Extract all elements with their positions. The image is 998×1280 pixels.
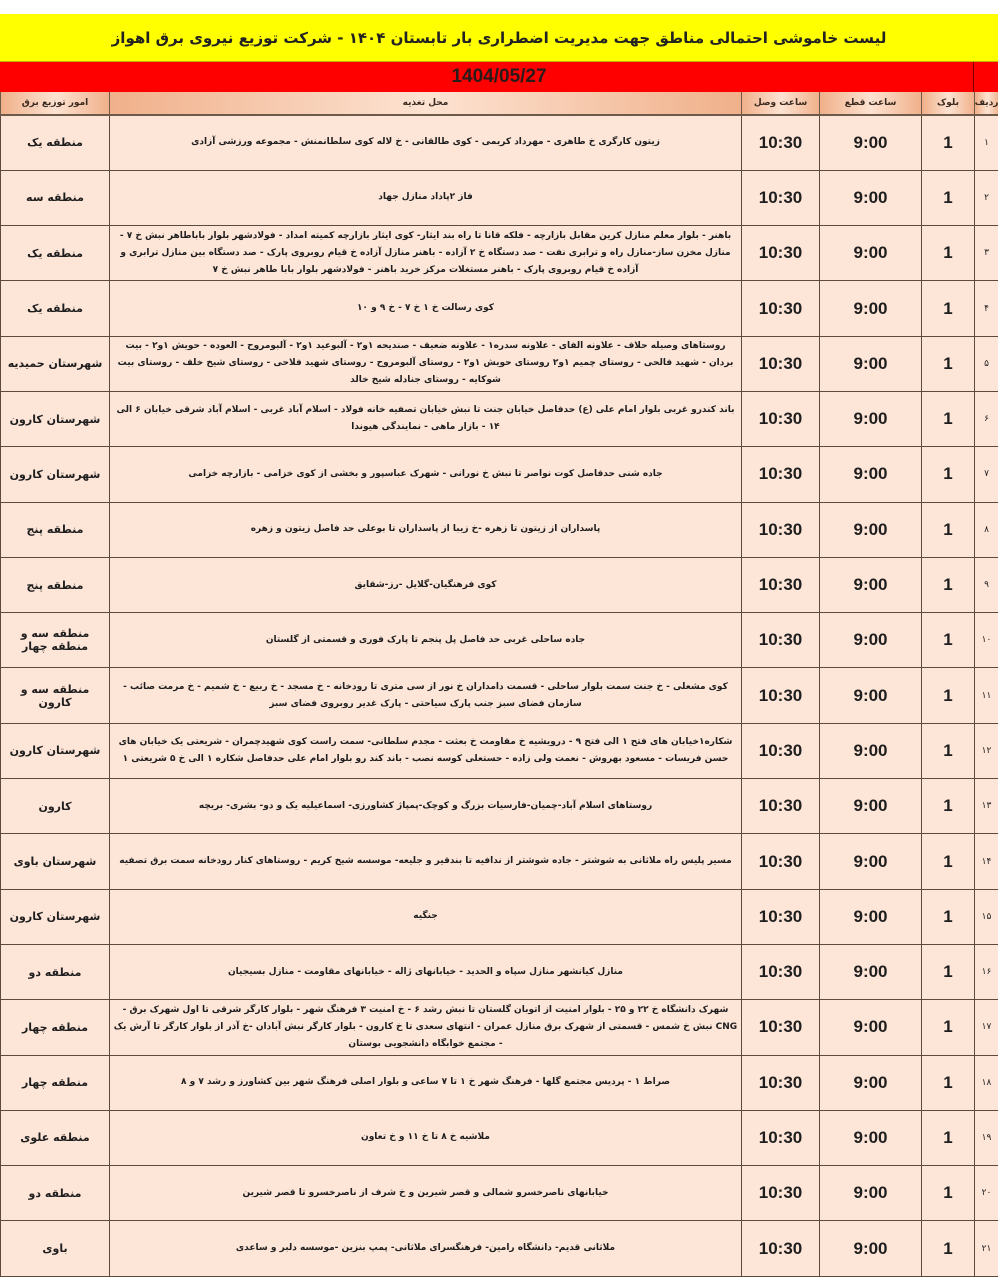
outage-table <box>0 92 998 1277</box>
location-cell: باهنر - بلوار معلم منازل کرین مقابل بازارچه - فلکه قانا تا راه بند ایثار- کوی ایثار بازارچه کمیته امداد - فولادشهر بلوار باباطاهر نبش خ ۷ - منازل مخزن ساز-منازل راه و ترابری نفت - صد دستگاه خ ۲ آزاده - باهنر منازل آزاده خ قیام روبروی پارک - صد دستگاه بین منازل ترابری و آزاده خ قیام روبروی پارک - باهنر مستغلات مرکز خرید باهنر - فولادشهر بلوار بابا طاهر نبش خ ۷ <box>110 226 742 281</box>
row-number: ۵ <box>975 336 998 391</box>
table-row <box>1 1000 998 1055</box>
connect-time-cell: 10:30 <box>742 944 820 999</box>
connect-time-cell: 10:30 <box>742 336 820 391</box>
block-cell: 1 <box>922 613 975 668</box>
table-row <box>1 391 998 446</box>
table-row <box>1 834 998 889</box>
block-cell: 1 <box>922 723 975 778</box>
column-header-area: امور توزیع برق <box>1 92 110 115</box>
row-number: ۳ <box>975 226 998 281</box>
cut-time-cell: 9:00 <box>820 115 922 170</box>
connect-time-cell: 10:30 <box>742 779 820 834</box>
location-cell: شکاره۱خیابان های فتح ۱ الی فتح ۹ - درویشیه خ مقاومت خ بعثت - مجدم سلطانی- سمت راست کوی شهیدچمران - شریعتی یک خیابان های حسن فریسات - مسعود بهروش - نعمت ولی زاده - حستعلی کوسه نصب - باند کند رو بلوار امام علی حدفاصل شکاره ۱ الی خ ۵ شریعتی ۱ <box>110 723 742 778</box>
block-cell: 1 <box>922 502 975 557</box>
table-row <box>1 944 998 999</box>
block-cell: 1 <box>922 779 975 834</box>
area-cell: منطقه یک <box>1 115 110 170</box>
row-number: ۹ <box>975 557 998 612</box>
table-row <box>1 226 998 281</box>
block-cell: 1 <box>922 944 975 999</box>
location-cell: پاسداران از زیتون تا زهره -خ زیبا از پاسداران تا بوعلی حد فاصل زیتون و زهره <box>110 502 742 557</box>
connect-time-cell: 10:30 <box>742 1221 820 1276</box>
connect-time-cell: 10:30 <box>742 1110 820 1165</box>
table-row <box>1 1055 998 1110</box>
row-number: ۱۹ <box>975 1110 998 1165</box>
location-cell: خیابانهای ناصرخسرو شمالی و قصر شیرین و خ شرف از ناصرخسرو تا قصر شیرین <box>110 1166 742 1221</box>
row-number: ۱۸ <box>975 1055 998 1110</box>
connect-time-cell: 10:30 <box>742 613 820 668</box>
cut-time-cell: 9:00 <box>820 1166 922 1221</box>
block-cell: 1 <box>922 668 975 723</box>
area-cell: منطقه دو <box>1 944 110 999</box>
cut-time-cell: 9:00 <box>820 613 922 668</box>
cut-time-cell: 9:00 <box>820 336 922 391</box>
cut-time-cell: 9:00 <box>820 170 922 225</box>
area-cell: شهرستان کارون <box>1 391 110 446</box>
block-cell: 1 <box>922 226 975 281</box>
connect-time-cell: 10:30 <box>742 447 820 502</box>
area-cell: منطقه چهار <box>1 1055 110 1110</box>
row-number: ۱۲ <box>975 723 998 778</box>
block-cell: 1 <box>922 1055 975 1110</box>
row-number: ۱۳ <box>975 779 998 834</box>
column-header-block: بلوک <box>922 92 975 115</box>
location-cell: باند کندرو غربی بلوار امام علی (ع) حدفاصل خیابان جنت تا نبش خیابان تصفیه خانه فولاد - اسلام آباد غربی - اسلام آباد شرقی خیابان ۶ الی ۱۴ - بازار ماهی - نمایندگی هیوندا <box>110 391 742 446</box>
area-cell: شهرستان کارون <box>1 723 110 778</box>
table-row <box>1 170 998 225</box>
row-number: ۲۱ <box>975 1221 998 1276</box>
cut-time-cell: 9:00 <box>820 281 922 336</box>
block-cell: 1 <box>922 115 975 170</box>
cut-time-cell: 9:00 <box>820 1055 922 1110</box>
area-cell: منطقه پنج <box>1 557 110 612</box>
block-cell: 1 <box>922 1110 975 1165</box>
connect-time-cell: 10:30 <box>742 281 820 336</box>
area-cell: باوی <box>1 1221 110 1276</box>
top-margin <box>0 0 998 14</box>
table-row <box>1 115 998 170</box>
area-cell: شهرستان کارون <box>1 889 110 944</box>
location-cell: مسیر پلیس راه ملاثانی به شوشتر - جاده شوشتر از ندافیه تا بندقیر و جلیعه- موسسه شیخ کریم - روستاهای کنار رودخانه سمت برق تصفیه <box>110 834 742 889</box>
table-row <box>1 668 998 723</box>
block-cell: 1 <box>922 281 975 336</box>
cut-time-cell: 9:00 <box>820 447 922 502</box>
table-row <box>1 1166 998 1221</box>
block-cell: 1 <box>922 1166 975 1221</box>
row-number: ۱۱ <box>975 668 998 723</box>
cut-time-cell: 9:00 <box>820 944 922 999</box>
row-number: ۴ <box>975 281 998 336</box>
table-header-row <box>1 92 998 115</box>
location-cell: ملاثانی قدیم- دانشگاه رامین- فرهنگسرای ملاثانی- پمپ بنزین -موسسه دلبر و ساعدی <box>110 1221 742 1276</box>
table-row <box>1 779 998 834</box>
connect-time-cell: 10:30 <box>742 502 820 557</box>
connect-time-cell: 10:30 <box>742 834 820 889</box>
location-cell: روستاهای اسلام آباد-چمیان-فارسیات بزرگ و کوچک-پمپاژ کشاورزی- اسماعیلیه یک و دو- بشری- بریچه <box>110 779 742 834</box>
location-cell: کوی رسالت خ ۱ خ ۷ - خ ۹ و ۱۰ <box>110 281 742 336</box>
row-number: ۲ <box>975 170 998 225</box>
cut-time-cell: 9:00 <box>820 557 922 612</box>
area-cell: منطقه چهار <box>1 1000 110 1055</box>
location-cell: شهرک دانشگاه خ ۲۲ و ۲۵ - بلوار امنیت از اتوبان گلستان تا نبش رشد ۶ - خ امنیت ۳ فرهنگ شهر - بلوار کارگر شرقی تا اول شهرک برق - CNG نبش خ شمس - قسمتی از شهرک برق منازل عمران - انتهای سعدی تا خ کارون - بلوار کارگر نبش آبادان -خ آذر از بلوار کارگر تا آرش یک - مجتمع خوابگاه دانشجویی بوستان <box>110 1000 742 1055</box>
connect-time-cell: 10:30 <box>742 889 820 944</box>
location-cell: جنگیه <box>110 889 742 944</box>
table-row <box>1 613 998 668</box>
row-number: ۲۰ <box>975 1166 998 1221</box>
location-cell: منازل کیانشهر منازل سپاه و الحدید - خیابانهای ژاله - خیابانهای مقاومت - منازل بسیجیان <box>110 944 742 999</box>
connect-time-cell: 10:30 <box>742 391 820 446</box>
title-band <box>0 14 998 62</box>
cut-time-cell: 9:00 <box>820 1110 922 1165</box>
cut-time-cell: 9:00 <box>820 779 922 834</box>
area-cell: منطقه دو <box>1 1166 110 1221</box>
cut-time-cell: 9:00 <box>820 723 922 778</box>
row-number: ۸ <box>975 502 998 557</box>
row-number: ۶ <box>975 391 998 446</box>
area-cell: منطقه سه و کارون <box>1 668 110 723</box>
table-row <box>1 1221 998 1276</box>
block-cell: 1 <box>922 447 975 502</box>
connect-time-cell: 10:30 <box>742 1055 820 1110</box>
location-cell: فاز ۲پاداد منازل جهاد <box>110 170 742 225</box>
row-number: ۱۷ <box>975 1000 998 1055</box>
page-title: لیست خاموشی احتمالی مناطق جهت مدیریت اضطراری بار تابستان ۱۴۰۴ - شرکت توزیع نیروی برق اهواز <box>111 28 887 47</box>
row-number: ۱ <box>975 115 998 170</box>
column-header-connect-time: ساعت وصل <box>742 92 820 115</box>
block-cell: 1 <box>922 834 975 889</box>
area-cell: کارون <box>1 779 110 834</box>
date-band-corner-cell <box>973 62 998 92</box>
location-cell: جاده شنی حدفاصل کوت نواصر تا نبش خ نورانی - شهرک عباسپور و بخشی از کوی خزامی - بازارچه خزامی <box>110 447 742 502</box>
location-cell: روستاهای وصیله حلاف - علاونه الفای - علاونه سدره۱ - علاونه ضعیف - صندیحه ۱و۲ - آلبوعید ۱و۲ - آلبومروح - العوده - حویش ۱و۲ - بیت بردان - شهید فالحی - روستای چمیم ۱و۲ روستای حویش ۱و۲ - روستای آلبومروح - روستای شهید فلاحی - روستای شیخ خلف - روستای بیت شوکایه - روستای جنادله شیخ خالد <box>110 336 742 391</box>
area-cell: منطقه یک <box>1 226 110 281</box>
cut-time-cell: 9:00 <box>820 1221 922 1276</box>
schedule-date: 1404/05/27 <box>451 66 547 87</box>
row-number: ۱۵ <box>975 889 998 944</box>
column-header-radif: ردیف <box>975 92 998 115</box>
connect-time-cell: 10:30 <box>742 1000 820 1055</box>
block-cell: 1 <box>922 889 975 944</box>
block-cell: 1 <box>922 1221 975 1276</box>
area-cell: منطقه سه <box>1 170 110 225</box>
table-row <box>1 889 998 944</box>
area-cell: منطقه یک <box>1 281 110 336</box>
connect-time-cell: 10:30 <box>742 1166 820 1221</box>
table-row <box>1 723 998 778</box>
area-cell: منطقه سه و منطقه چهار <box>1 613 110 668</box>
column-header-cut-time: ساعت قطع <box>820 92 922 115</box>
connect-time-cell: 10:30 <box>742 226 820 281</box>
area-cell: شهرستان حمیدیه <box>1 336 110 391</box>
table-row <box>1 281 998 336</box>
block-cell: 1 <box>922 391 975 446</box>
row-number: ۷ <box>975 447 998 502</box>
area-cell: منطقه پنج <box>1 502 110 557</box>
table-row <box>1 336 998 391</box>
connect-time-cell: 10:30 <box>742 557 820 612</box>
location-cell: کوی مشعلی - خ جنت سمت بلوار ساحلی - قسمت دامداران خ نور از سی متری تا رودخانه - خ مسجد - خ ربیع - خ شمیم - خ مرمت صائب - سازمان فضای سبز جنب پارک سیاحتی - پارک غدیر روبروی فضای سبز <box>110 668 742 723</box>
cut-time-cell: 9:00 <box>820 391 922 446</box>
block-cell: 1 <box>922 557 975 612</box>
connect-time-cell: 10:30 <box>742 723 820 778</box>
connect-time-cell: 10:30 <box>742 668 820 723</box>
cut-time-cell: 9:00 <box>820 226 922 281</box>
row-number: ۱۰ <box>975 613 998 668</box>
row-number: ۱۴ <box>975 834 998 889</box>
cut-time-cell: 9:00 <box>820 889 922 944</box>
location-cell: زیتون کارگری خ طاهری - مهرداد کریمی - کوی طالقانی - خ لاله کوی سلطانمنش - مجموعه ورزشی آزادی <box>110 115 742 170</box>
area-cell: منطقه علوی <box>1 1110 110 1165</box>
location-cell: جاده ساحلی غربی حد فاصل پل پنجم تا پارک فوری و قسمتی از گلستان <box>110 613 742 668</box>
table-row <box>1 502 998 557</box>
connect-time-cell: 10:30 <box>742 115 820 170</box>
location-cell: کوی فرهنگیان-گلایل -رز-شقایق <box>110 557 742 612</box>
block-cell: 1 <box>922 1000 975 1055</box>
cut-time-cell: 9:00 <box>820 502 922 557</box>
location-cell: ملاشیه خ ۸ تا خ ۱۱ و خ تعاون <box>110 1110 742 1165</box>
block-cell: 1 <box>922 336 975 391</box>
area-cell: شهرستان باوی <box>1 834 110 889</box>
column-header-location: محل تغذیه <box>110 92 742 115</box>
date-band <box>0 62 998 92</box>
table-row <box>1 1110 998 1165</box>
area-cell: شهرستان کارون <box>1 447 110 502</box>
location-cell: صراط ۱ - پردیس مجتمع گلها - فرهنگ شهر خ ۱ تا ۷ ساعی و بلوار اصلی فرهنگ شهر بین کشاورز و رشد ۷ و ۸ <box>110 1055 742 1110</box>
connect-time-cell: 10:30 <box>742 170 820 225</box>
table-row <box>1 447 998 502</box>
cut-time-cell: 9:00 <box>820 834 922 889</box>
block-cell: 1 <box>922 170 975 225</box>
row-number: ۱۶ <box>975 944 998 999</box>
cut-time-cell: 9:00 <box>820 1000 922 1055</box>
table-row <box>1 557 998 612</box>
cut-time-cell: 9:00 <box>820 668 922 723</box>
